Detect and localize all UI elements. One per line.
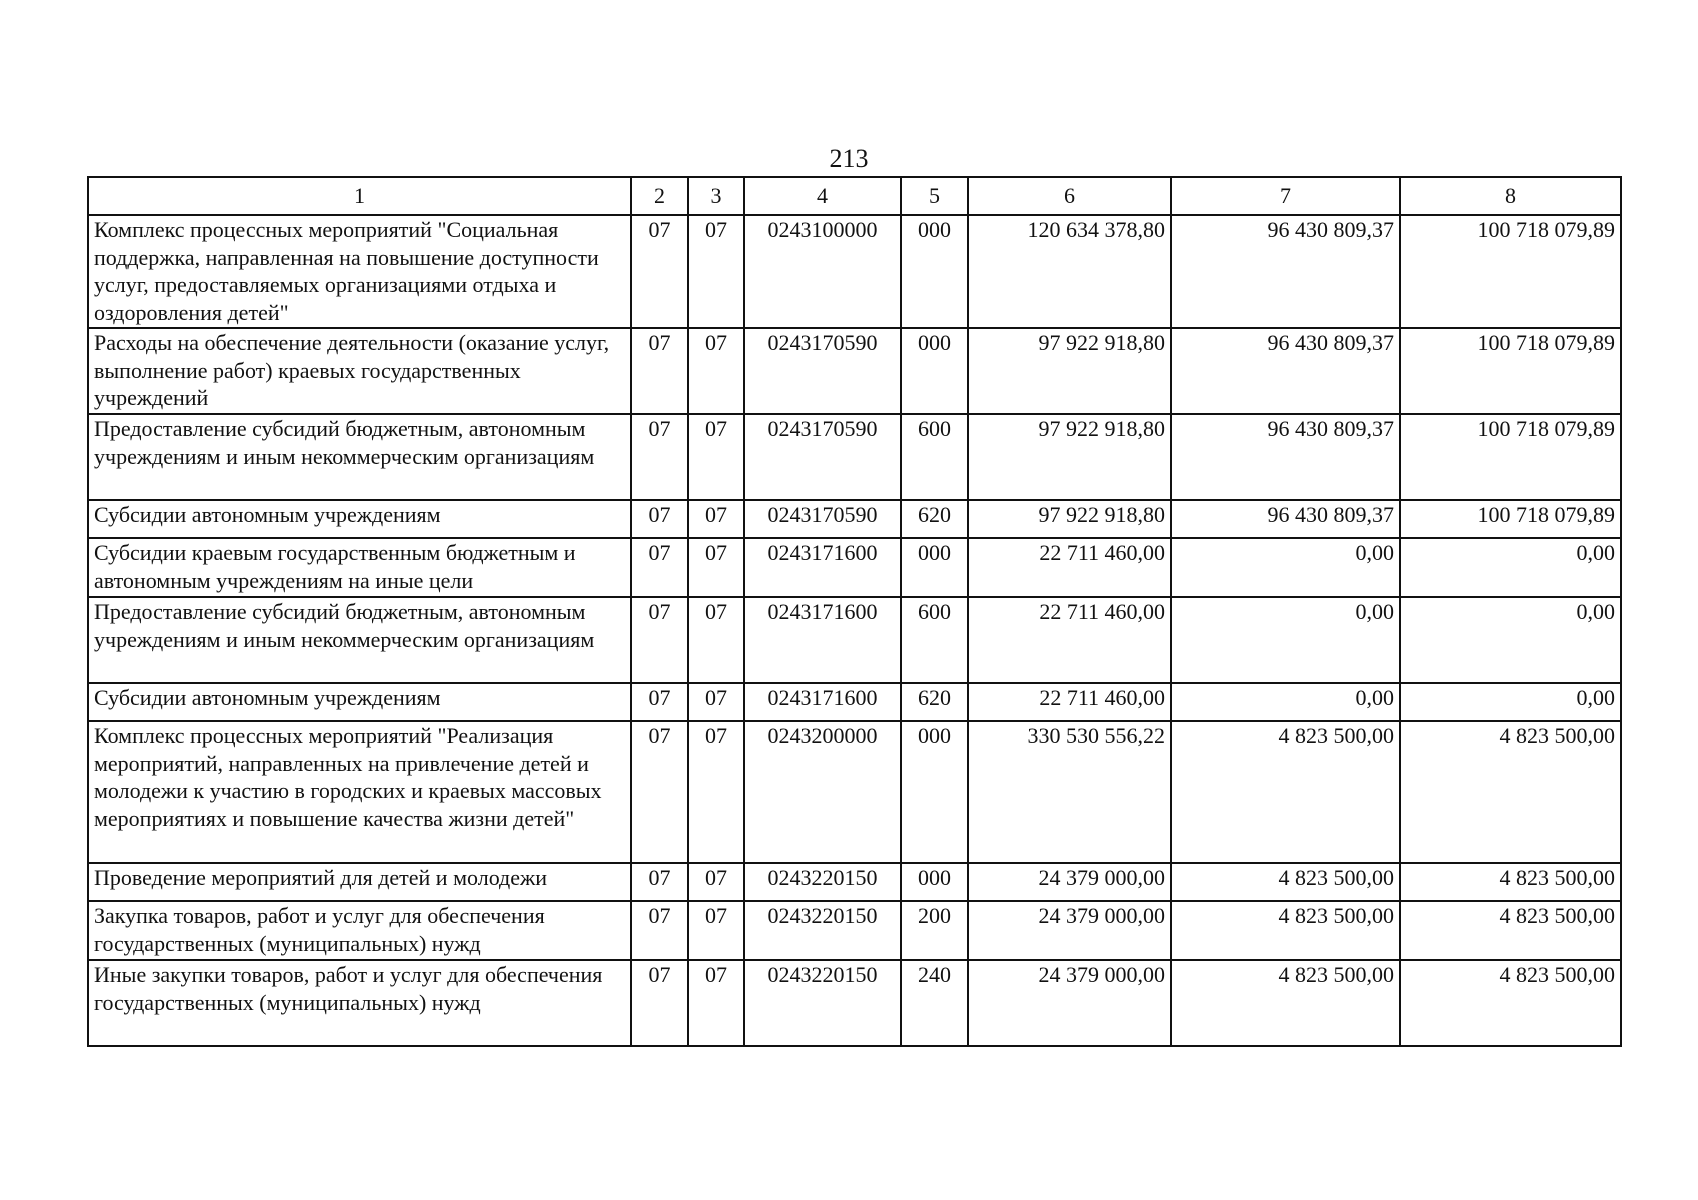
row-amount-col6: 120 634 378,80 <box>968 215 1171 328</box>
row-amount-col6: 24 379 000,00 <box>968 901 1171 960</box>
table-body <box>88 215 1621 1046</box>
row-amount-col8: 0,00 <box>1400 538 1621 597</box>
row-amount-col7: 4 823 500,00 <box>1171 960 1400 1046</box>
row-subsection: 07 <box>688 863 744 901</box>
row-subsection: 07 <box>688 597 744 683</box>
row-section: 07 <box>631 538 688 597</box>
table-row <box>88 328 1621 414</box>
table-row <box>88 538 1621 597</box>
row-amount-col7: 96 430 809,37 <box>1171 500 1400 538</box>
row-amount-col6: 97 922 918,80 <box>968 328 1171 414</box>
row-name: Субсидии краевым государственным бюджетным и автономным учреждениям на иные цели <box>88 538 631 597</box>
table-row <box>88 597 1621 683</box>
row-expense-type: 000 <box>901 328 968 414</box>
row-subsection: 07 <box>688 500 744 538</box>
row-amount-col7: 0,00 <box>1171 683 1400 721</box>
row-amount-col7: 96 430 809,37 <box>1171 215 1400 328</box>
row-amount-col6: 97 922 918,80 <box>968 414 1171 500</box>
row-amount-col6: 97 922 918,80 <box>968 500 1171 538</box>
row-expense-type: 620 <box>901 500 968 538</box>
row-amount-col8: 4 823 500,00 <box>1400 721 1621 863</box>
row-amount-col6: 24 379 000,00 <box>968 960 1171 1046</box>
header-cell-7: 7 <box>1171 177 1400 215</box>
row-section: 07 <box>631 721 688 863</box>
row-amount-col8: 0,00 <box>1400 597 1621 683</box>
row-section: 07 <box>631 863 688 901</box>
row-amount-col8: 4 823 500,00 <box>1400 863 1621 901</box>
row-subsection: 07 <box>688 328 744 414</box>
row-target-item: 0243171600 <box>744 538 901 597</box>
header-cell-4: 4 <box>744 177 901 215</box>
row-subsection: 07 <box>688 960 744 1046</box>
row-amount-col6: 22 711 460,00 <box>968 597 1171 683</box>
row-expense-type: 000 <box>901 863 968 901</box>
row-name: Комплекс процессных мероприятий "Социальная поддержка, направленная на повышение доступности услуг, предоставляемых организациями отдыха и оздоровления детей" <box>88 215 631 328</box>
row-target-item: 0243170590 <box>744 414 901 500</box>
row-amount-col6: 330 530 556,22 <box>968 721 1171 863</box>
row-target-item: 0243220150 <box>744 863 901 901</box>
row-amount-col7: 0,00 <box>1171 597 1400 683</box>
row-expense-type: 200 <box>901 901 968 960</box>
page-number: 213 <box>829 144 869 173</box>
row-amount-col8: 4 823 500,00 <box>1400 901 1621 960</box>
row-amount-col6: 22 711 460,00 <box>968 683 1171 721</box>
budget-table <box>87 176 1622 1047</box>
row-amount-col7: 96 430 809,37 <box>1171 414 1400 500</box>
row-name: Проведение мероприятий для детей и молодежи <box>88 863 631 901</box>
table-header <box>88 177 1621 215</box>
row-section: 07 <box>631 215 688 328</box>
row-amount-col7: 0,00 <box>1171 538 1400 597</box>
header-cell-1: 1 <box>88 177 631 215</box>
row-section: 07 <box>631 500 688 538</box>
row-name: Предоставление субсидий бюджетным, автономным учреждениям и иным некоммерческим организациям <box>88 414 631 500</box>
row-target-item: 0243170590 <box>744 500 901 538</box>
header-row <box>88 177 1621 215</box>
row-section: 07 <box>631 960 688 1046</box>
table-row <box>88 500 1621 538</box>
row-expense-type: 000 <box>901 215 968 328</box>
row-section: 07 <box>631 683 688 721</box>
table-row <box>88 721 1621 863</box>
row-amount-col7: 4 823 500,00 <box>1171 901 1400 960</box>
row-name: Комплекс процессных мероприятий "Реализация мероприятий, направленных на привлечение детей и молодежи к участию в городских и краевых массовых мероприятиях и повышение качества жизни детей" <box>88 721 631 863</box>
row-amount-col8: 100 718 079,89 <box>1400 328 1621 414</box>
row-section: 07 <box>631 328 688 414</box>
header-cell-3: 3 <box>688 177 744 215</box>
row-expense-type: 600 <box>901 414 968 500</box>
row-target-item: 0243171600 <box>744 683 901 721</box>
row-expense-type: 000 <box>901 721 968 863</box>
row-expense-type: 600 <box>901 597 968 683</box>
row-target-item: 0243220150 <box>744 960 901 1046</box>
row-amount-col8: 100 718 079,89 <box>1400 500 1621 538</box>
header-cell-8: 8 <box>1400 177 1621 215</box>
row-amount-col8: 100 718 079,89 <box>1400 414 1621 500</box>
row-expense-type: 620 <box>901 683 968 721</box>
row-name: Субсидии автономным учреждениям <box>88 683 631 721</box>
row-subsection: 07 <box>688 901 744 960</box>
header-cell-2: 2 <box>631 177 688 215</box>
row-subsection: 07 <box>688 538 744 597</box>
table-row <box>88 960 1621 1046</box>
row-section: 07 <box>631 414 688 500</box>
row-name: Закупка товаров, работ и услуг для обеспечения государственных (муниципальных) нужд <box>88 901 631 960</box>
row-subsection: 07 <box>688 721 744 863</box>
row-amount-col7: 96 430 809,37 <box>1171 328 1400 414</box>
row-amount-col7: 4 823 500,00 <box>1171 721 1400 863</box>
table-row <box>88 683 1621 721</box>
row-subsection: 07 <box>688 215 744 328</box>
table-row <box>88 414 1621 500</box>
row-section: 07 <box>631 901 688 960</box>
row-target-item: 0243220150 <box>744 901 901 960</box>
row-amount-col8: 4 823 500,00 <box>1400 960 1621 1046</box>
table-row <box>88 863 1621 901</box>
row-expense-type: 240 <box>901 960 968 1046</box>
row-amount-col6: 24 379 000,00 <box>968 863 1171 901</box>
header-cell-6: 6 <box>968 177 1171 215</box>
row-expense-type: 000 <box>901 538 968 597</box>
row-subsection: 07 <box>688 414 744 500</box>
row-name: Иные закупки товаров, работ и услуг для обеспечения государственных (муниципальных) нужд <box>88 960 631 1046</box>
row-amount-col7: 4 823 500,00 <box>1171 863 1400 901</box>
table-row <box>88 901 1621 960</box>
row-target-item: 0243200000 <box>744 721 901 863</box>
header-cell-5: 5 <box>901 177 968 215</box>
row-name: Предоставление субсидий бюджетным, автономным учреждениям и иным некоммерческим организациям <box>88 597 631 683</box>
row-target-item: 0243170590 <box>744 328 901 414</box>
row-name: Субсидии автономным учреждениям <box>88 500 631 538</box>
row-name: Расходы на обеспечение деятельности (оказание услуг, выполнение работ) краевых государственных учреждений <box>88 328 631 414</box>
row-section: 07 <box>631 597 688 683</box>
row-target-item: 0243100000 <box>744 215 901 328</box>
row-subsection: 07 <box>688 683 744 721</box>
row-target-item: 0243171600 <box>744 597 901 683</box>
row-amount-col6: 22 711 460,00 <box>968 538 1171 597</box>
table-row <box>88 215 1621 328</box>
row-amount-col8: 100 718 079,89 <box>1400 215 1621 328</box>
row-amount-col8: 0,00 <box>1400 683 1621 721</box>
